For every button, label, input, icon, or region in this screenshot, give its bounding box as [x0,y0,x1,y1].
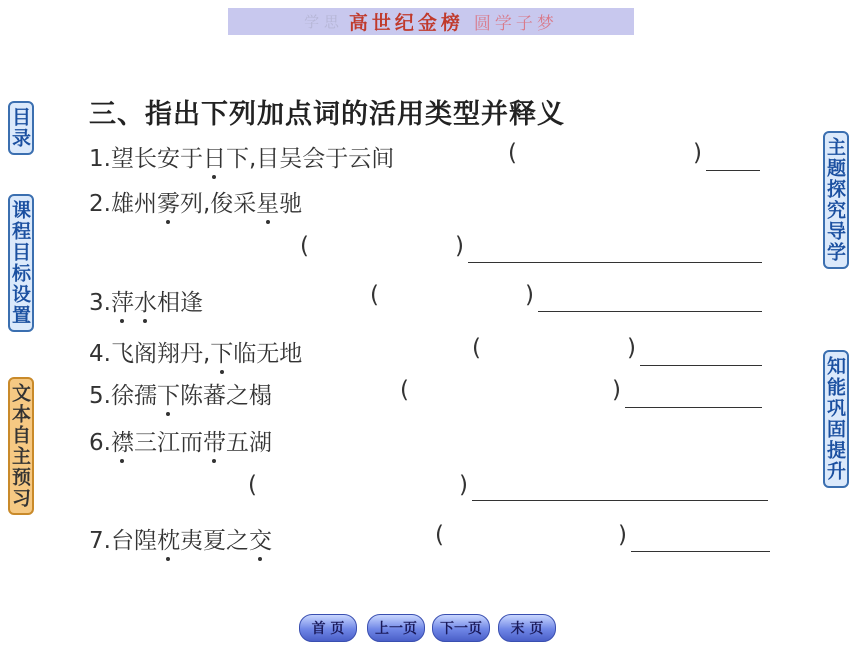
dotted-char: 下 [210,335,233,368]
paren-open-2: ( [300,233,309,259]
dotted-char: 水 [134,284,157,317]
paren-open-3: ( [370,282,379,308]
question-7: 7.台隍枕夷夏之交 [89,522,272,555]
question-1: 1.望长安于日下,目吴会于云间 [89,140,394,173]
paren-open-1: ( [508,140,517,166]
banner-slogan: 圆学子梦 [473,14,558,34]
answer-blank-6[interactable] [472,500,768,501]
paren-close-7: ) [618,522,627,548]
last-page-button[interactable]: 末 页 [498,614,556,642]
answer-blank-3[interactable] [538,311,762,312]
nav-course-goals-button[interactable]: 课程目标设置 [8,194,34,332]
dotted-char: 星 [256,185,279,218]
dotted-char: 下 [157,377,180,410]
prev-page-button[interactable]: 上一页 [367,614,425,642]
nav-knowledge-consolidation-button[interactable]: 知能巩固提升 [823,350,849,488]
header-banner [228,8,634,35]
answer-blank-4[interactable] [640,365,762,366]
first-page-button[interactable]: 首 页 [299,614,357,642]
dotted-char: 交 [249,522,272,555]
paren-close-6: ) [459,472,468,498]
paren-close-3: ) [525,282,534,308]
dotted-char: 日 [203,140,226,173]
question-3: 3.萍水相逢 [89,284,203,317]
section-title: 三、指出下列加点词的活用类型并释义 [89,99,565,130]
paren-close-5: ) [612,377,621,403]
paren-open-6: ( [248,472,257,498]
question-4: 4.飞阁翔丹,下临无地 [89,335,302,368]
nav-theme-inquiry-button[interactable]: 主题探究导学 [823,131,849,269]
nav-text-preview-button[interactable]: 文本自主预习 [8,377,34,515]
dotted-char: 襟 [111,424,134,457]
answer-blank-2[interactable] [468,262,762,263]
paren-open-7: ( [435,522,444,548]
dotted-char: 枕 [157,522,180,555]
dotted-char: 萍 [111,284,134,317]
question-2: 2.雄州雾列,俊采星驰 [89,185,302,218]
answer-blank-1[interactable] [706,170,760,171]
answer-blank-5[interactable] [625,407,762,408]
dotted-char: 带 [203,424,226,457]
nav-contents-button[interactable]: 目录 [8,101,34,155]
paren-open-5: ( [400,377,409,403]
next-page-button[interactable]: 下一页 [432,614,490,642]
paren-open-4: ( [472,335,481,361]
dotted-char: 雾 [157,185,180,218]
paren-close-4: ) [627,335,636,361]
banner-faint-text: 学 思 [304,13,339,31]
paren-close-2: ) [455,233,464,259]
banner-brand: 高世纪金榜 [348,12,464,34]
answer-blank-7[interactable] [631,551,770,552]
paren-close-1: ) [693,140,702,166]
question-5: 5.徐孺下陈蕃之榻 [89,377,272,410]
question-6: 6.襟三江而带五湖 [89,424,272,457]
